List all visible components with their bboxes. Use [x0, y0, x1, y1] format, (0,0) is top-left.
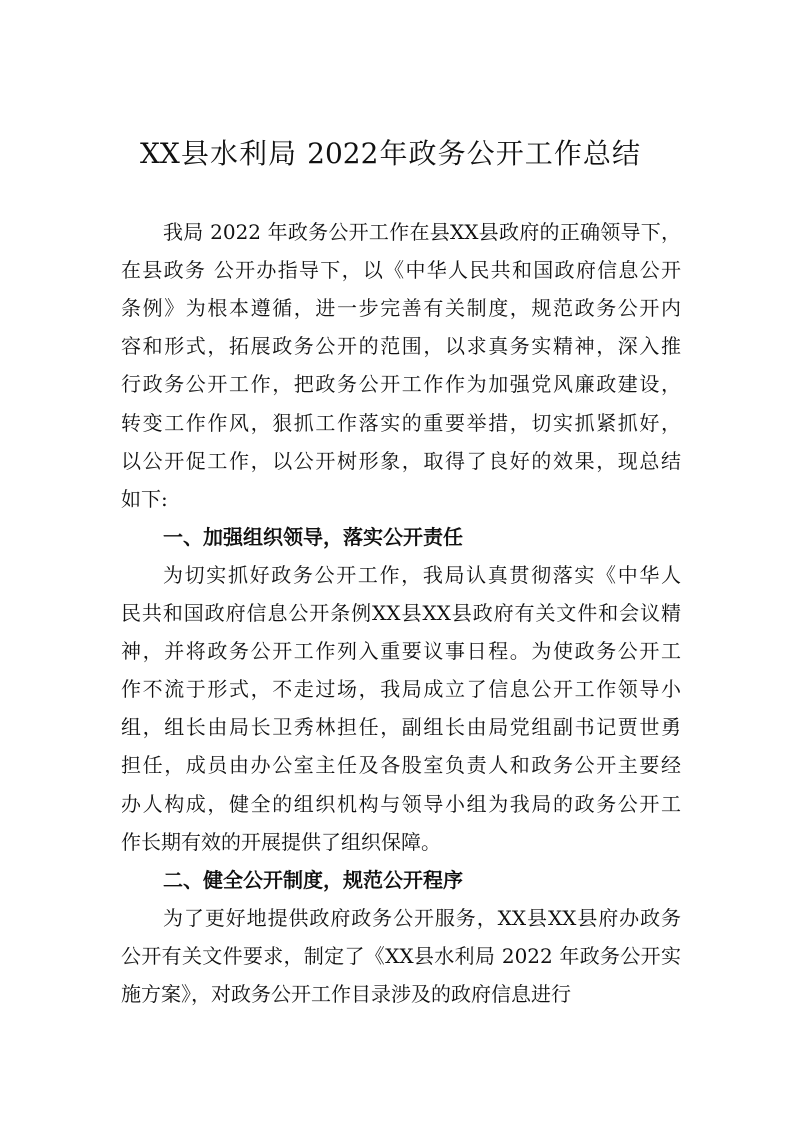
paragraph-line: 施方案》，对政务公开工作目录涉及的政府信息进行: [121, 982, 571, 1006]
section-heading: 二、健全公开制度，规范公开程序: [163, 867, 463, 892]
paragraph-line: 容和形式，拓展政务公开的范围，以求真务实精神，深入推: [121, 334, 681, 359]
paragraph-line: 神，并将政务公开工作列入重要议事日程。为使政务公开工: [121, 639, 681, 664]
paragraph-line: 转变工作作风，狠抓工作落实的重要举措，切实抓紧抓好，: [121, 410, 681, 435]
paragraph-line: 条例》为根本遵循，进一步完善有关制度，规范政务公开内: [121, 296, 681, 321]
paragraph-line: 组，组长由局长卫秀林担任，副组长由局党组副书记贾世勇: [121, 715, 681, 740]
paragraph-line: 作长期有效的开展提供了组织保障。: [121, 829, 441, 854]
paragraph-line: 公开有关文件要求，制定了《XX县水利局 2022 年政务公开实: [121, 943, 681, 968]
paragraph-line: 作不流于形式，不走过场，我局成立了信息公开工作领导小: [121, 677, 681, 702]
paragraph-line: 行政务公开工作，把政务公开工作作为加强党风廉政建设，: [121, 372, 681, 397]
section-heading: 一、加强组织领导，落实公开责任: [163, 524, 463, 549]
paragraph-line: 以公开促工作，以公开树形象，取得了良好的效果，现总结: [121, 448, 681, 473]
paragraph-line: 办人构成，健全的组织机构与领导小组为我局的政务公开工: [121, 791, 681, 816]
paragraph-line: 为切实抓好政务公开工作，我局认真贯彻落实《中华人: [163, 562, 681, 587]
paragraph-line: 如下:: [121, 486, 168, 511]
paragraph-line: 我局 2022 年政务公开工作在县XX县政府的正确领导下，: [163, 220, 681, 244]
paragraph-line: 担任，成员由办公室主任及各股室负责人和政务公开主要经: [121, 753, 681, 778]
paragraph-line: 民共和国政府信息公开条例XX县XX县政府有关文件和会议精: [121, 601, 681, 625]
paragraph-line: 在县政务 公开办指导下，以《中华人民共和国政府信息公开: [121, 258, 681, 283]
paragraph-line: 为了更好地提供政府政务公开服务，XX县XX县府办政务: [163, 905, 681, 930]
document-title: XX县水利局 2022年政务公开工作总结: [140, 137, 640, 170]
